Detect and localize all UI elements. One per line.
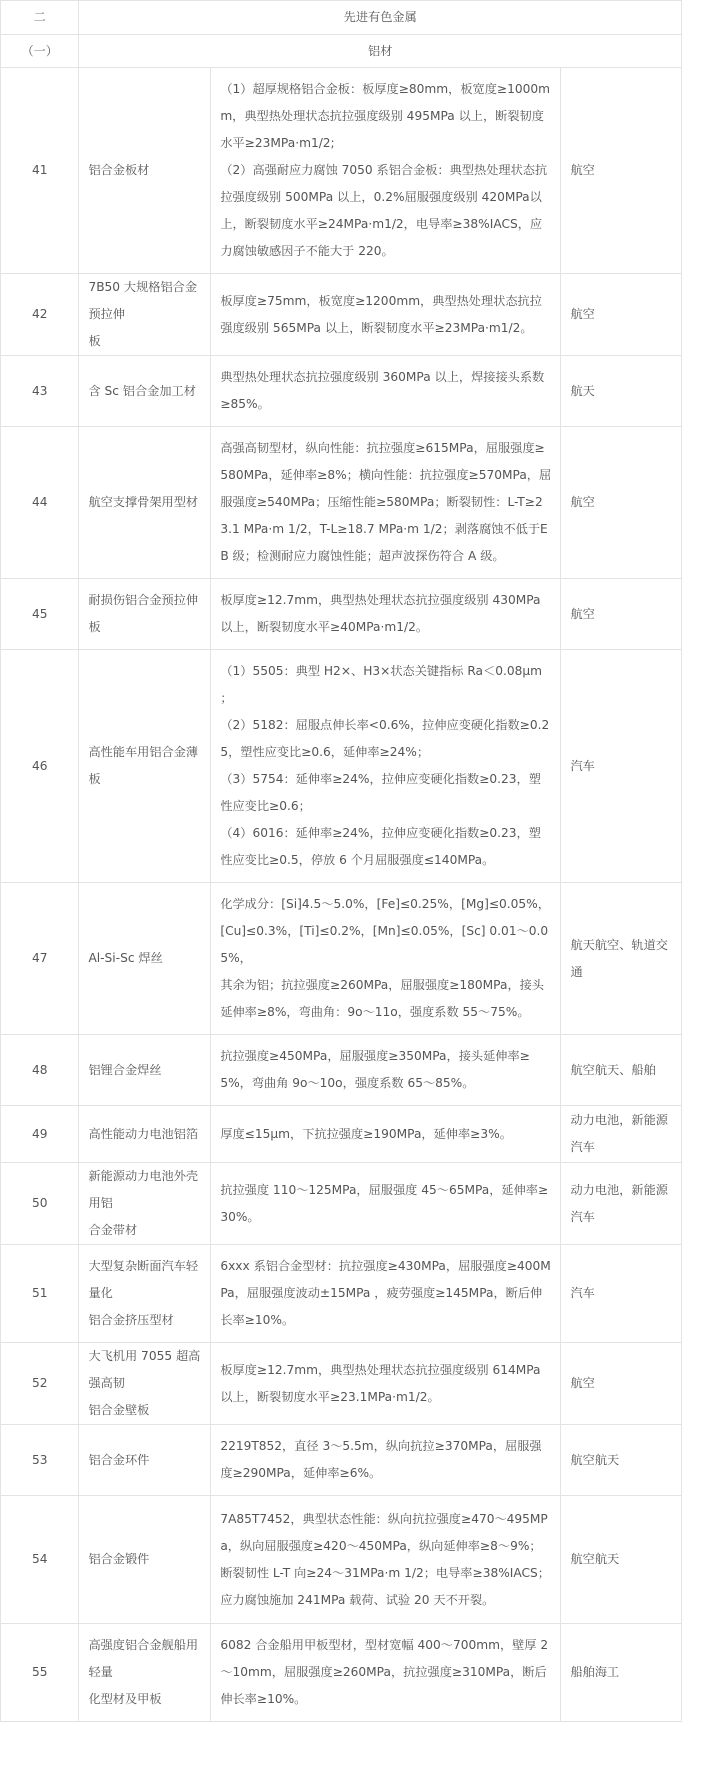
application-cell: 航空 <box>561 68 682 274</box>
section-title: 先进有色金属 <box>79 1 682 35</box>
spec-cell <box>211 427 561 579</box>
product-name-cell <box>79 1106 211 1163</box>
table-row <box>1 1035 682 1106</box>
product-name-line: 板 <box>88 334 101 348</box>
product-name-line: 化型材及甲板 <box>88 1692 162 1706</box>
product-name-line: 大型复杂断面汽车轻量化 <box>88 1259 199 1300</box>
product-name-line: 铝合金挤压型材 <box>88 1313 174 1327</box>
spec-paragraph: （2）高强耐应力腐蚀 7050 系铝合金板：典型热处理状态抗拉强度级别 500MPa 以上，0.2%屈服强度级别 420MPa以上，断裂韧度水平≥24MPa·m1/2，电导率≥38%IACS，应力腐蚀敏感因子不能大于 220。 <box>220 163 548 258</box>
spec-cell <box>211 1035 561 1106</box>
spec-paragraph: （2）5182：屈服点伸长率<0.6%，拉伸应变硬化指数≥0.25，塑性应变比≥0.6，延伸率≥24%； <box>220 718 550 759</box>
application-cell: 动力电池，新能源汽车 <box>561 1106 682 1163</box>
table-row <box>1 883 682 1035</box>
section-number: 二 <box>1 1 79 35</box>
product-name-cell <box>79 650 211 883</box>
subsection-number: （一） <box>1 35 79 68</box>
table-row <box>1 356 682 427</box>
application-cell: 动力电池，新能源汽车 <box>561 1163 682 1245</box>
row-number: 55 <box>1 1624 79 1722</box>
product-name-line: 高性能动力电池铝箔 <box>88 1126 199 1141</box>
product-name-cell <box>79 1035 211 1106</box>
application-cell: 航天 <box>561 356 682 427</box>
spec-paragraph: 6082 合金船用甲板型材，型材宽幅 400～700mm，壁厚 2～10mm，屈服强度≥260MPa，抗拉强度≥310MPa，断后伸长率≥10%。 <box>220 1638 549 1706</box>
spec-paragraph: 板厚度≥12.7mm，典型热处理状态抗拉强度级别 614MPa 以上，断裂韧度水平≥23.1MPa·m1/2。 <box>220 1362 541 1404</box>
table-row <box>1 1245 682 1343</box>
spec-paragraph: （1）5505：典型 H2×、H3×状态关键指标 Ra＜0.08μm ； <box>220 664 542 705</box>
product-name-cell <box>79 68 211 274</box>
product-name-line: 铝合金环件 <box>88 1452 150 1467</box>
product-name-cell <box>79 427 211 579</box>
subsection-title: 铝材 <box>79 35 682 68</box>
product-name-cell <box>79 356 211 427</box>
table-row <box>1 1496 682 1624</box>
product-name-cell <box>79 274 211 356</box>
product-name-line: Al-Si-Sc 焊丝 <box>88 951 163 965</box>
spec-cell <box>211 883 561 1035</box>
row-number: 41 <box>1 68 79 274</box>
table-row <box>1 650 682 883</box>
spec-paragraph: （1）超厚规格铝合金板：板厚度≥80mm，板宽度≥1000mm，典型热处理状态抗拉强度级别 495MPa 以上，断裂韧度水平≥23MPa·m1/2; <box>220 82 551 150</box>
subsection-header-row <box>1 35 682 68</box>
row-number: 49 <box>1 1106 79 1163</box>
spec-paragraph: 典型热处理状态抗拉强度级别 360MPa 以上，焊接接头系数≥85%。 <box>220 370 545 411</box>
spec-cell <box>211 1425 561 1496</box>
table-row <box>1 1106 682 1163</box>
spec-cell <box>211 650 561 883</box>
product-name-line: 铝合金壁板 <box>88 1403 150 1417</box>
product-name-line: 铝合金锻件 <box>88 1552 150 1566</box>
product-name-cell <box>79 1343 211 1425</box>
row-number: 52 <box>1 1343 79 1425</box>
product-name-cell <box>79 1245 211 1343</box>
product-name-cell <box>79 1163 211 1245</box>
row-number: 43 <box>1 356 79 427</box>
spec-cell <box>211 1106 561 1163</box>
spec-paragraph: 断裂韧性 L-T 向≥24～31MPa·m 1/2；电导率≥38%IACS；应力腐蚀施加 241MPa 载荷、试验 20 天不开裂。 <box>220 1565 550 1607</box>
spec-paragraph: 高强高韧型材，纵向性能：抗拉强度≥615MPa，屈服强度≥580MPa，延伸率≥8%；横向性能：抗拉强度≥570MPa，屈服强度≥540MPa；压缩性能≥580MPa；断裂韧性：L-T≥23.1 MPa·m 1/2，T-L≥18.7 MPa·m 1/2；剥落腐蚀不低于EB 级；检测耐应力腐蚀性能；超声波探伤符合 A 级。 <box>220 441 552 563</box>
spec-paragraph: 抗拉强度≥450MPa，屈服强度≥350MPa，接头延伸率≥5%，弯曲角 9o～10o，强度系数 65～85%。 <box>220 1049 530 1090</box>
spec-paragraph: 6xxx 系铝合金型材：抗拉强度≥430MPa，屈服强度≥400MPa，屈服强度波动±15MPa ，疲劳强度≥145MPa，断后伸长率≥10%。 <box>220 1259 551 1327</box>
spec-paragraph: 板厚度≥12.7mm，典型热处理状态抗拉强度级别 430MPa 以上，断裂韧度水平≥40MPa·m1/2。 <box>220 593 541 634</box>
table-row <box>1 1624 682 1722</box>
product-name-cell <box>79 1425 211 1496</box>
spec-cell <box>211 274 561 356</box>
application-cell: 航天航空、轨道交通 <box>561 883 682 1035</box>
product-name-cell <box>79 579 211 650</box>
product-name-line: 铝锂合金焊丝 <box>88 1062 162 1077</box>
spec-paragraph: 厚度≤15μm，下抗拉强度≥190MPa，延伸率≥3%。 <box>220 1126 512 1141</box>
application-cell: 航空 <box>561 274 682 356</box>
spec-cell <box>211 1163 561 1245</box>
spec-paragraph: 板厚度≥75mm，板宽度≥1200mm，典型热处理状态抗拉强度级别 565MPa 以上，断裂韧度水平≥23MPa·m1/2。 <box>220 293 542 335</box>
product-name-cell <box>79 1496 211 1624</box>
table-row <box>1 579 682 650</box>
application-cell: 航空航天、船舶 <box>561 1035 682 1106</box>
spec-paragraph: 其余为铝；抗拉强度≥260MPa，屈服强度≥180MPa，接头延伸率≥8%，弯曲角：9o～11o，强度系数 55～75%。 <box>220 978 545 1019</box>
row-number: 53 <box>1 1425 79 1496</box>
row-number: 51 <box>1 1245 79 1343</box>
row-number: 45 <box>1 579 79 650</box>
spec-paragraph: （4）6016：延伸率≥24%，拉伸应变硬化指数≥0.23，塑性应变比≥0.5，停放 6 个月屈服强度≤140MPa。 <box>220 826 541 867</box>
spec-cell <box>211 1624 561 1722</box>
row-number: 44 <box>1 427 79 579</box>
product-name-line: 含 Sc 铝合金加工材 <box>88 383 196 398</box>
table-row <box>1 427 682 579</box>
product-name-line: 大飞机用 7055 超高强高韧 <box>88 1349 201 1390</box>
row-number: 48 <box>1 1035 79 1106</box>
spec-cell <box>211 1343 561 1425</box>
product-name-line: 高性能车用铝合金薄板 <box>88 745 199 786</box>
spec-paragraph: 抗拉强度 110～125MPa，屈服强度 45～65MPa，延伸率≥30%。 <box>220 1182 549 1224</box>
row-number: 47 <box>1 883 79 1035</box>
product-name-cell <box>79 883 211 1035</box>
spec-cell <box>211 68 561 274</box>
application-cell: 航空航天 <box>561 1496 682 1624</box>
section-header-row <box>1 1 682 35</box>
spec-paragraph: 化学成分：[Si]4.5～5.0%，[Fe]≤0.25%，[Mg]≤0.05%，[Cu]≤0.3%，[Ti]≤0.2%，[Mn]≤0.05%，[Sc] 0.01～0.05%， <box>220 897 550 965</box>
table-row <box>1 1163 682 1245</box>
application-cell: 航空 <box>561 1343 682 1425</box>
table-row <box>1 68 682 274</box>
application-cell: 汽车 <box>561 650 682 883</box>
product-name-line: 铝合金板材 <box>88 163 150 177</box>
product-name-line: 耐损伤铝合金预拉伸板 <box>88 593 199 634</box>
spec-paragraph: （3）5754：延伸率≥24%，拉伸应变硬化指数≥0.23，塑性应变比≥0.6； <box>220 772 541 813</box>
spec-cell <box>211 356 561 427</box>
product-name-cell <box>79 1624 211 1722</box>
application-cell: 汽车 <box>561 1245 682 1343</box>
spec-cell <box>211 1496 561 1624</box>
product-name-line: 航空支撑骨架用型材 <box>88 495 199 509</box>
spec-cell <box>211 579 561 650</box>
table-row <box>1 1425 682 1496</box>
application-cell: 船舶海工 <box>561 1624 682 1722</box>
product-name-line: 新能源动力电池外壳用铝 <box>88 1169 199 1210</box>
spec-cell <box>211 1245 561 1343</box>
application-cell: 航空 <box>561 579 682 650</box>
application-cell: 航空航天 <box>561 1425 682 1496</box>
table-row <box>1 1343 682 1425</box>
product-name-line: 高强度铝合金舰船用轻量 <box>88 1638 199 1679</box>
row-number: 50 <box>1 1163 79 1245</box>
row-number: 46 <box>1 650 79 883</box>
spec-paragraph: 7A85T7452，典型状态性能：纵向抗拉强度≥470～495MPa，纵向屈服强度≥420～450MPa，纵向延伸率≥8～9%； <box>220 1511 548 1553</box>
product-name-line: 合金带材 <box>88 1223 138 1237</box>
row-number: 54 <box>1 1496 79 1624</box>
product-name-line: 7B50 大规格铝合金预拉伸 <box>88 280 198 321</box>
table-row <box>1 274 682 356</box>
application-cell: 航空 <box>561 427 682 579</box>
row-number: 42 <box>1 274 79 356</box>
spec-paragraph: 2219T852，直径 3～5.5m，纵向抗拉≥370MPa，屈服强度≥290MPa，延伸率≥6%。 <box>220 1439 542 1480</box>
